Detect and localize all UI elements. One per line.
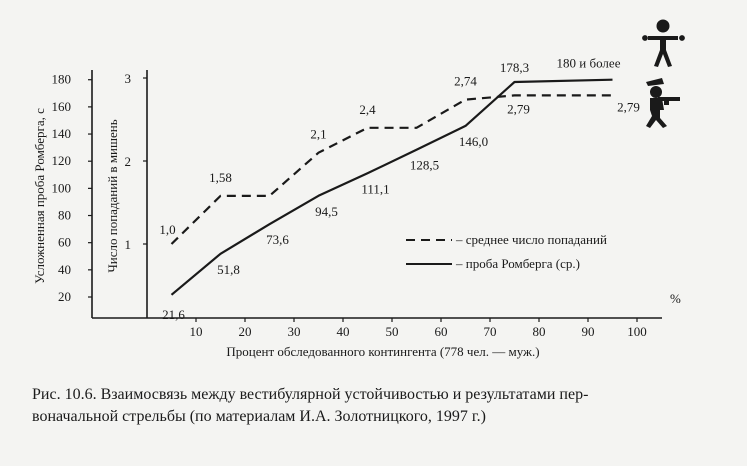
x-unit-label: % bbox=[670, 291, 681, 306]
legend-solid-label: – проба Ромберга (ср.) bbox=[456, 256, 580, 271]
x-tick-label: 70 bbox=[483, 324, 497, 339]
x-tick-label: 30 bbox=[287, 324, 301, 339]
hits-data-label: 2,74 bbox=[454, 73, 477, 89]
left-axis-ticks bbox=[52, 72, 93, 304]
left-tick-label: 40 bbox=[58, 261, 71, 277]
hits-series-line bbox=[172, 95, 613, 244]
caption-line-2: воначальной стрельбы (по материалам И.А. Золотницкого, 1997 г.) bbox=[32, 408, 487, 425]
balancing-person-icon bbox=[643, 20, 685, 67]
x-tick-label: 10 bbox=[189, 324, 203, 339]
shooter-icon bbox=[646, 78, 680, 128]
data-labels bbox=[159, 56, 640, 322]
x-tick-label: 80 bbox=[532, 324, 546, 339]
hits-data-label: 1,0 bbox=[159, 222, 176, 237]
left-tick-label: 180 bbox=[51, 71, 71, 87]
x-tick-label: 20 bbox=[238, 324, 252, 339]
left-tick-label: 140 bbox=[51, 126, 71, 142]
romberg-data-label: 73,6 bbox=[266, 232, 289, 248]
x-tick-label: 100 bbox=[627, 324, 647, 339]
hits-data-label: 2,79 bbox=[617, 99, 640, 115]
hits-axis-ticks bbox=[125, 71, 148, 252]
romberg-data-label: 21,6 bbox=[162, 306, 185, 322]
x-tick-label: 50 bbox=[385, 324, 399, 339]
left-axis-title: Усложненная проба Ромберга, с bbox=[32, 108, 47, 284]
romberg-data-label: 111,1 bbox=[361, 181, 390, 197]
caption-line-1: Рис. 10.6. Взаимосвязь между вестибулярной устойчивостью и результатами пер- bbox=[32, 386, 589, 403]
romberg-data-label: 94,5 bbox=[315, 203, 338, 219]
left-tick-label: 20 bbox=[58, 289, 71, 304]
romberg-data-label: 178,3 bbox=[499, 60, 530, 76]
romberg-data-label: 146,0 bbox=[458, 133, 489, 149]
x-tick-label: 90 bbox=[581, 324, 595, 339]
romberg-data-label: 128,5 bbox=[409, 157, 440, 173]
hits-data-label: 2,4 bbox=[359, 101, 376, 117]
figure-caption bbox=[32, 384, 722, 428]
hits-tick-label: 1 bbox=[124, 237, 131, 252]
x-axis-title: Процент обследованного контингента (778 чел. — муж.) bbox=[226, 344, 540, 359]
hits-data-label: 2,79 bbox=[507, 101, 530, 117]
hits-data-label: 1,58 bbox=[209, 169, 232, 185]
left-tick-label: 60 bbox=[58, 234, 71, 250]
hits-data-label: 2,1 bbox=[310, 126, 327, 142]
legend bbox=[406, 232, 607, 271]
legend-dashed-label: – среднее число попаданий bbox=[456, 232, 607, 247]
romberg-data-label: 180 и более bbox=[556, 55, 621, 71]
hits-tick-label: 2 bbox=[124, 154, 131, 169]
x-axis-ticks bbox=[190, 318, 647, 339]
hits-axis-title: Число попаданий в мишень bbox=[105, 119, 120, 273]
left-tick-label: 80 bbox=[58, 207, 71, 223]
left-tick-label: 100 bbox=[51, 180, 71, 196]
hits-tick-label: 3 bbox=[124, 71, 131, 86]
left-tick-label: 160 bbox=[51, 98, 71, 114]
left-tick-label: 120 bbox=[51, 153, 71, 169]
romberg-data-label: 51,8 bbox=[217, 261, 240, 277]
x-tick-label: 40 bbox=[336, 324, 350, 339]
x-tick-label: 60 bbox=[434, 324, 448, 339]
